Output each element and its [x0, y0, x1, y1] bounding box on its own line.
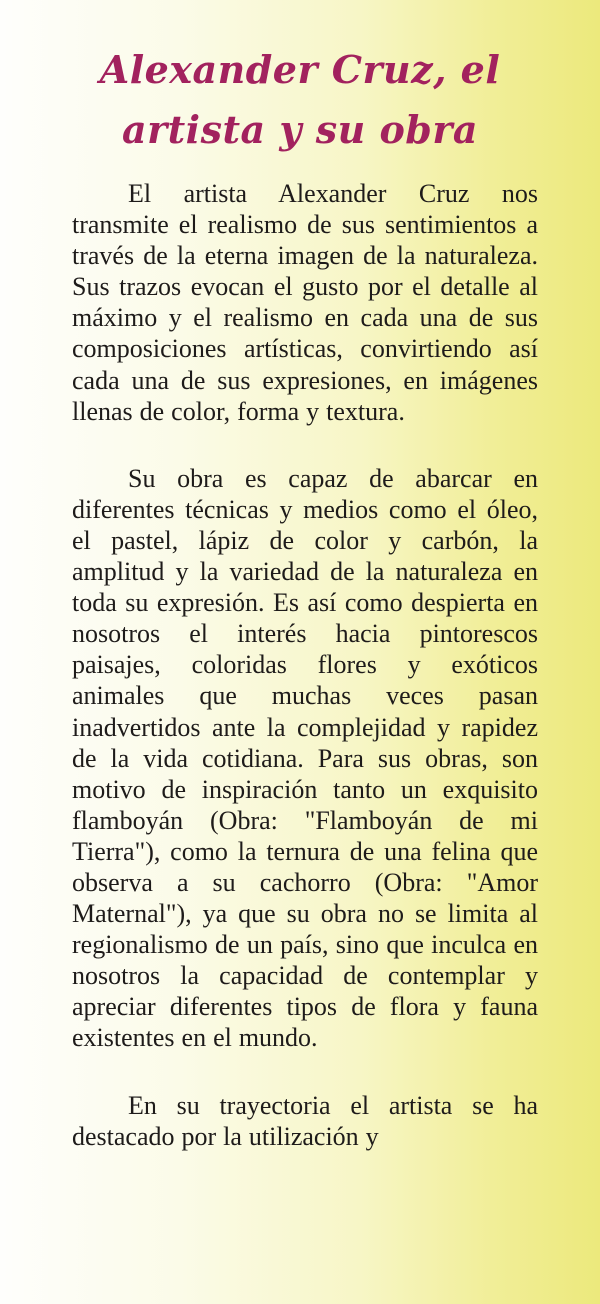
article-body: [72, 178, 538, 1152]
title-line-1: Alexander Cruz, el: [99, 47, 501, 92]
title-line-2: artista y su obra: [121, 107, 479, 152]
paragraph-1: El artista Alexander Cruz nos transmite el realismo de sus sentimientos a través de la eterna imagen de la naturaleza. Sus trazos evocan el gusto por el detalle al máximo y el realismo en cada una de sus composiciones artísticas, convirtiendo así cada una de sus expresiones, en imágenes llenas de color, forma y textura.: [72, 179, 538, 426]
paragraph-3: En su trayectoria el artista se ha destacado por la utilización y: [72, 1090, 538, 1151]
page-title: [0, 40, 600, 160]
paragraph-2: Su obra es capaz de abarcar en diferentes técnicas y medios como el óleo, el pastel, lápiz de color y carbón, la amplitud y la variedad de la naturaleza en toda su expresión. Es así como despierta en nosotros el interés hacia pintorescos paisajes, coloridas flores y exóticos animales que muchas veces pasan inadvertidos ante la complejidad y rapidez de la vida cotidiana. Para sus obras, son motivo de inspiración tanto un exquisito flamboyán (Obra: "Flamboyán de mi Tierra"), como la ternura de una felina que observa a su cachorro (Obra: "Amor Maternal"), ya que su obra no se limita al regionalismo de un país, sino que inculca en nosotros la capacidad de contemplar y apreciar diferentes tipos de flora y fauna existentes en el mundo.: [72, 463, 538, 1053]
